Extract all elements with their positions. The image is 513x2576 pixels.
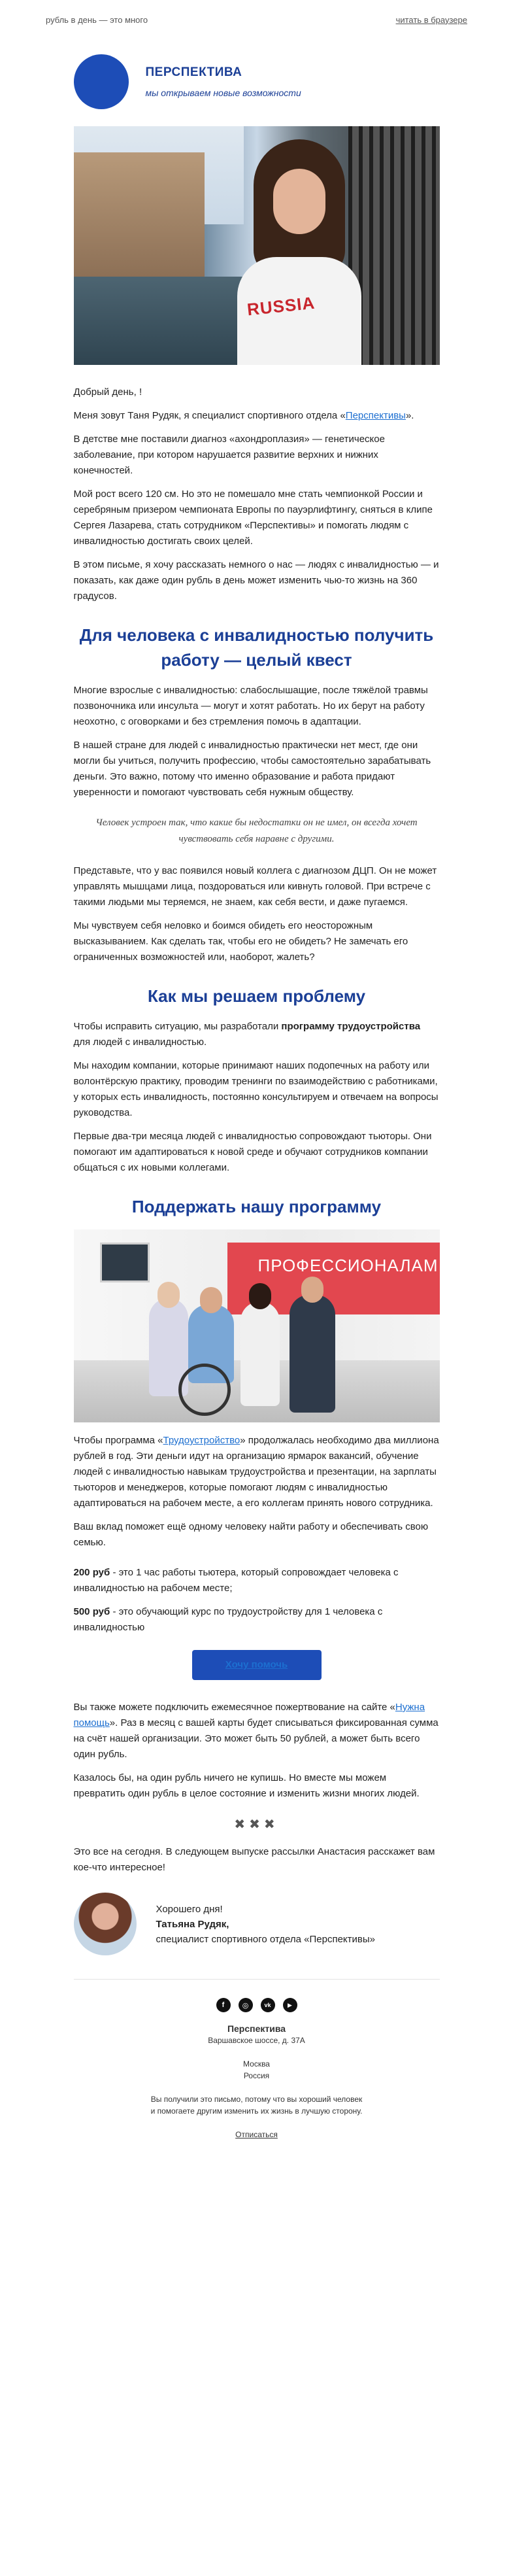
separator-stars: ✖✖✖ [234, 1817, 279, 1832]
intro-paragraph: Мой рост всего 120 см. Но это не помешало мне стать чемпионкой России и серебряным призером чемпионата Европы по пауэрлифтингу, сняться в клипе Сергея Лазарева, стать сотрудником «Перспективы» и помогать людям с инвалидностью достигать своих целей. [73, 489, 433, 547]
signature [74, 1893, 440, 1955]
footer-city: Москва [243, 2059, 270, 2069]
intro-paragraph: Меня зовут Таня Рудяк, я специалист спортивного отдела «Перспективы». [73, 410, 414, 421]
paragraph: Первые два-три месяца людей с инвалидностью сопровождают тьюторы. Они помогают им адаптироваться к новой среде и обучают сотрудников компании общаться с их новыми коллегами. [73, 1131, 432, 1173]
section-quest [74, 683, 440, 965]
section-title-support: Поддержать нашу программу [131, 1197, 382, 1216]
paragraph: Чтобы исправить ситуацию, мы разработали программу трудоустройства для людей с инвалидностью. [73, 1021, 421, 1048]
avatar [74, 1893, 137, 1955]
paragraph: Представьте, что у вас появился новый коллега с диагнозом ДЦП. Он не может управлять мышцами лица, поздороваться или кивнуть головой. При встрече с такими людьми мы теряемся, не знаем, как себя вести, и даже пугаемся. [73, 865, 437, 908]
sign-role: специалист спортивного отдела «Перспективы» [156, 1933, 376, 1945]
paragraph: В нашей стране для людей с инвалидностью практически нет мест, где они могли бы учиться, получить профессию, чтобы самостоятельно зарабатывать деньги. Это важно, потому что именно образование и работа придают уверенности и помогают чувствовать себя нужным обществу. [73, 740, 431, 798]
divider [74, 1979, 440, 1980]
social-links [74, 1998, 440, 2012]
section-support [74, 1433, 440, 1802]
facebook-icon[interactable]: f [216, 1998, 231, 2012]
preheader-text: рубль в день — это много [46, 14, 148, 25]
footer-note: Вы получили это письмо, потому что вы хороший человек и помогаете другим изменить их жизнь в лучшую сторону. [150, 2095, 363, 2116]
banner-text: ПРОФЕССИОНАЛАМ [257, 1256, 439, 1275]
shirt-text: RUSSIA [246, 292, 316, 320]
footer-org-name: Перспектива [227, 2023, 286, 2034]
brand-name: ПЕРСПЕКТИВА [145, 65, 242, 79]
paragraph: Чтобы программа «Трудоустройство» продолжалась необходимо два миллиона рублей в год. Эти деньги идут на организацию ярмарок вакансий, обучение людей с инвалидностью навыкам трудоустройства и презентации, на зарплаты тьюторов и менеджеров, которые помогают людям с инвалидностью адаптироваться на рабочем месте, а его коллегам принять нового сотрудника. [73, 1435, 439, 1509]
unsubscribe-link[interactable]: Отписаться [235, 2130, 278, 2139]
paragraph: Многие взрослые с инвалидностью: слабослышащие, после тяжёлой травмы позвоночника или инсульта — могут и хотят работать. Но их берут на работу неохотно, с оговорками и без стремления помочь в адаптации. [73, 685, 428, 727]
email-body [74, 39, 440, 2140]
program-photo [74, 1229, 440, 1422]
footer-address: Варшавское шоссе, д. 37А [208, 2036, 305, 2045]
paragraph: Ваш вклад поможет ещё одному человеку найти работу и обеспечивать свою семью. [73, 1521, 429, 1548]
sign-name: Татьяна Рудяк, [156, 1918, 229, 1930]
sign-greeting: Хорошего дня! [156, 1903, 223, 1915]
footer [74, 2023, 440, 2140]
quote: Человек устроен так, что какие бы недостатки он не имел, он всегда хочет чувствовать себя наравне с другими. [95, 817, 418, 844]
hero-photo [74, 126, 440, 365]
instagram-icon[interactable]: ◎ [239, 1998, 253, 2012]
paragraph: Мы находим компании, которые принимают наших подопечных на работу или волонтёрскую практику, проводим тренинги по взаимодействию с работниками, у которых есть инвалидность, постоянно консультируем и отвечаем на вопросы руководства. [73, 1060, 439, 1118]
closing-text: Это все на сегодня. В следующем выпуске рассылки Анастасия расскажет вам кое-что интересное! [73, 1846, 435, 1873]
paragraph: Вы также можете подключить ежемесячное пожертвование на сайте «Нужна помощь». Раз в месяц с вашей карты будет списываться фиксированная сумма на счёт нашей организации. Это может быть 50 рублей, а может быть всего один рубль. [73, 1702, 439, 1760]
help-button[interactable]: Хочу помочь [192, 1650, 322, 1680]
logo[interactable] [74, 54, 129, 109]
paragraph: Казалось бы, на один рубль ничего не купишь. Но вместе мы можем превратить один рубль в целое состояние и изменить жизни многих людей. [73, 1772, 420, 1799]
section-solution [74, 1019, 440, 1176]
header [74, 39, 440, 124]
youtube-icon[interactable]: ▶ [283, 1998, 297, 2012]
intro-paragraph: В этом письме, я хочу рассказать немного о нас — людях с инвалидностью — и показать, как даже один рубль в день может изменить чью-то жизнь на 360 градусов. [73, 559, 439, 602]
view-in-browser-link[interactable]: читать в браузере [395, 14, 467, 25]
preheader [0, 0, 513, 39]
section-title-quest: Для человека с инвалидностью получить работу — целый квест [79, 625, 434, 670]
donation-item-200: 200 руб - это 1 час работы тьютера, который сопровождает человека с инвалидностью на рабочем месте; [73, 1567, 399, 1594]
donation-item-500: 500 руб - это обучающий курс по трудоустройству для 1 человека с инвалидностью [73, 1606, 383, 1633]
greeting: Добрый день, ! [73, 386, 142, 398]
need-help-link[interactable]: Нужна помощь [73, 1702, 425, 1728]
paragraph: Мы чувствуем себя неловко и боимся обидеть его неосторожным высказыванием. Как сделать так, чтобы его не обидеть? Не замечать его ограниченных возможностей или, наоборот, жалеть? [73, 920, 408, 963]
brand-tagline: мы открываем новые возможности [145, 88, 301, 98]
intro [74, 385, 440, 604]
footer-country: Россия [243, 2071, 270, 2080]
perspektiva-link[interactable]: Перспективы [345, 410, 406, 421]
brand [146, 65, 301, 98]
vk-icon[interactable]: vk [261, 1998, 275, 2012]
employment-program-link[interactable]: Трудоустройство [163, 1435, 240, 1446]
intro-paragraph: В детстве мне поставили диагноз «ахондроплазия» — генетическое заболевание, при котором нарушается развитие верхних и нижних конечностей. [73, 434, 385, 476]
closing [74, 1844, 440, 1876]
section-title-solution: Как мы решаем проблему [147, 986, 366, 1006]
